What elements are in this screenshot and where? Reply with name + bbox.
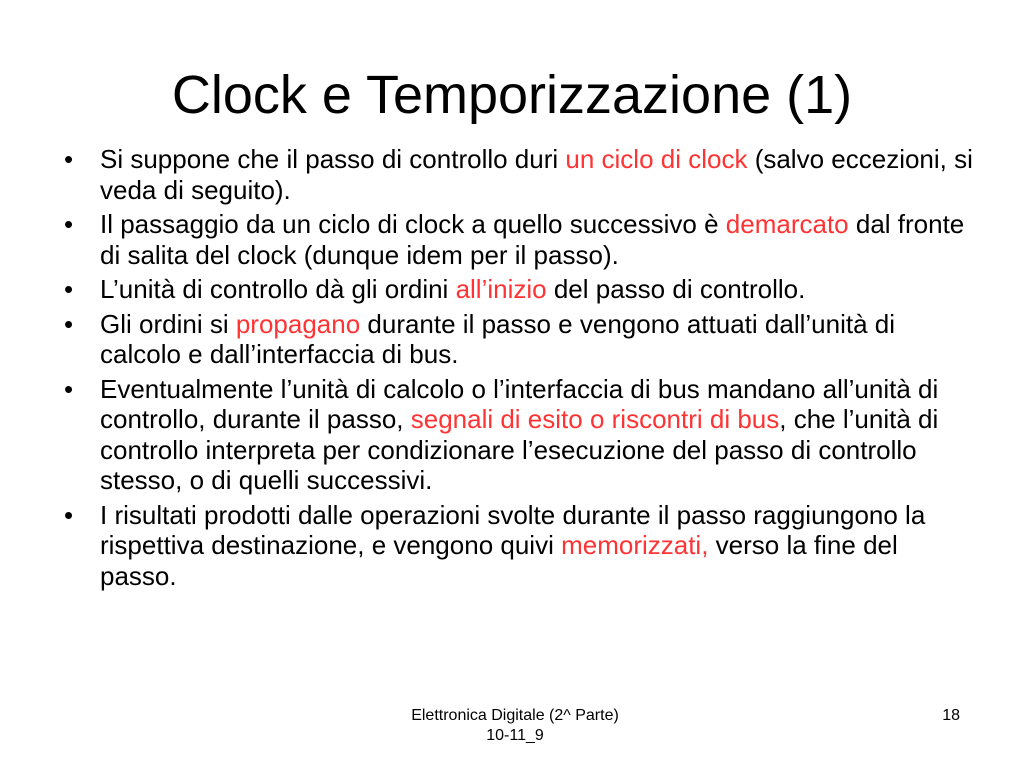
bullet-item-2 bbox=[64, 209, 980, 270]
bullet-4-text-end: durante il passo e vengono attuati dall’unità di calcolo e dall’interfaccia di bus. bbox=[100, 308, 895, 369]
bullet-2-text-end: dal fronte di salita del clock (dunque idem per il passo). bbox=[100, 209, 965, 270]
bullet-4-text: Gli ordini si bbox=[100, 308, 236, 339]
bullet-item-3 bbox=[64, 274, 980, 305]
bullet-item-1 bbox=[64, 144, 980, 205]
bullet-dot-icon: • bbox=[64, 308, 74, 339]
bullet-6-text: I risultati prodotti dalle operazioni svolte durante il passo raggiungono la rispettiva destinazione, e vengono quivi bbox=[100, 499, 926, 560]
page-number: 18 bbox=[942, 707, 960, 724]
bullet-4-highlight: propagano bbox=[235, 308, 361, 339]
bullet-3-text-end: del passo di controllo. bbox=[546, 274, 806, 304]
bullet-dot-icon: • bbox=[64, 144, 74, 174]
bullet-1-highlight: un ciclo di clock bbox=[565, 144, 748, 174]
bullet-2-highlight: demarcato bbox=[725, 209, 849, 239]
bullet-item-5 bbox=[64, 373, 980, 496]
bullet-6-highlight: memorizzati, bbox=[561, 530, 709, 560]
bullet-2-text: Il passaggio da un ciclo di clock a quello successivo è bbox=[100, 209, 726, 239]
bullet-item-4 bbox=[64, 308, 980, 370]
slide-title: Clock e Temporizzazione (1) bbox=[171, 65, 853, 125]
bullet-1-text: Si suppone che il passo di controllo duri bbox=[100, 144, 566, 174]
bullet-5-highlight: segnali di esito o riscontri di bus bbox=[410, 404, 780, 434]
bullet-list bbox=[64, 144, 980, 595]
bullet-3-highlight: all’inizio bbox=[455, 274, 547, 304]
bullet-dot-icon: • bbox=[64, 209, 74, 239]
bullet-6-text-end: verso la fine del passo. bbox=[100, 530, 898, 591]
bullet-5-text: Eventualmente l’unità di calcolo o l’interfaccia di bus mandano all’unità di controllo, durante il passo, bbox=[100, 373, 939, 434]
bullet-dot-icon: • bbox=[64, 373, 74, 404]
footer-course-title: Elettronica Digitale (2^ Parte) bbox=[411, 707, 619, 724]
bullet-dot-icon: • bbox=[64, 499, 74, 530]
footer-course-code: 10-11_9 bbox=[486, 727, 544, 744]
footer-course bbox=[350, 706, 680, 746]
bullet-1-text-end: (salvo eccezioni, si veda di seguito). bbox=[100, 144, 973, 205]
bullet-5-text-end: , che l’unità di controllo interpreta per condizionare l’esecuzione del passo di controllo stesso, o di quelli successivi. bbox=[100, 404, 939, 495]
bullet-dot-icon: • bbox=[64, 274, 74, 304]
bullet-3-text: L’unità di controllo dà gli ordini bbox=[100, 274, 456, 304]
bullet-item-6 bbox=[64, 499, 980, 592]
